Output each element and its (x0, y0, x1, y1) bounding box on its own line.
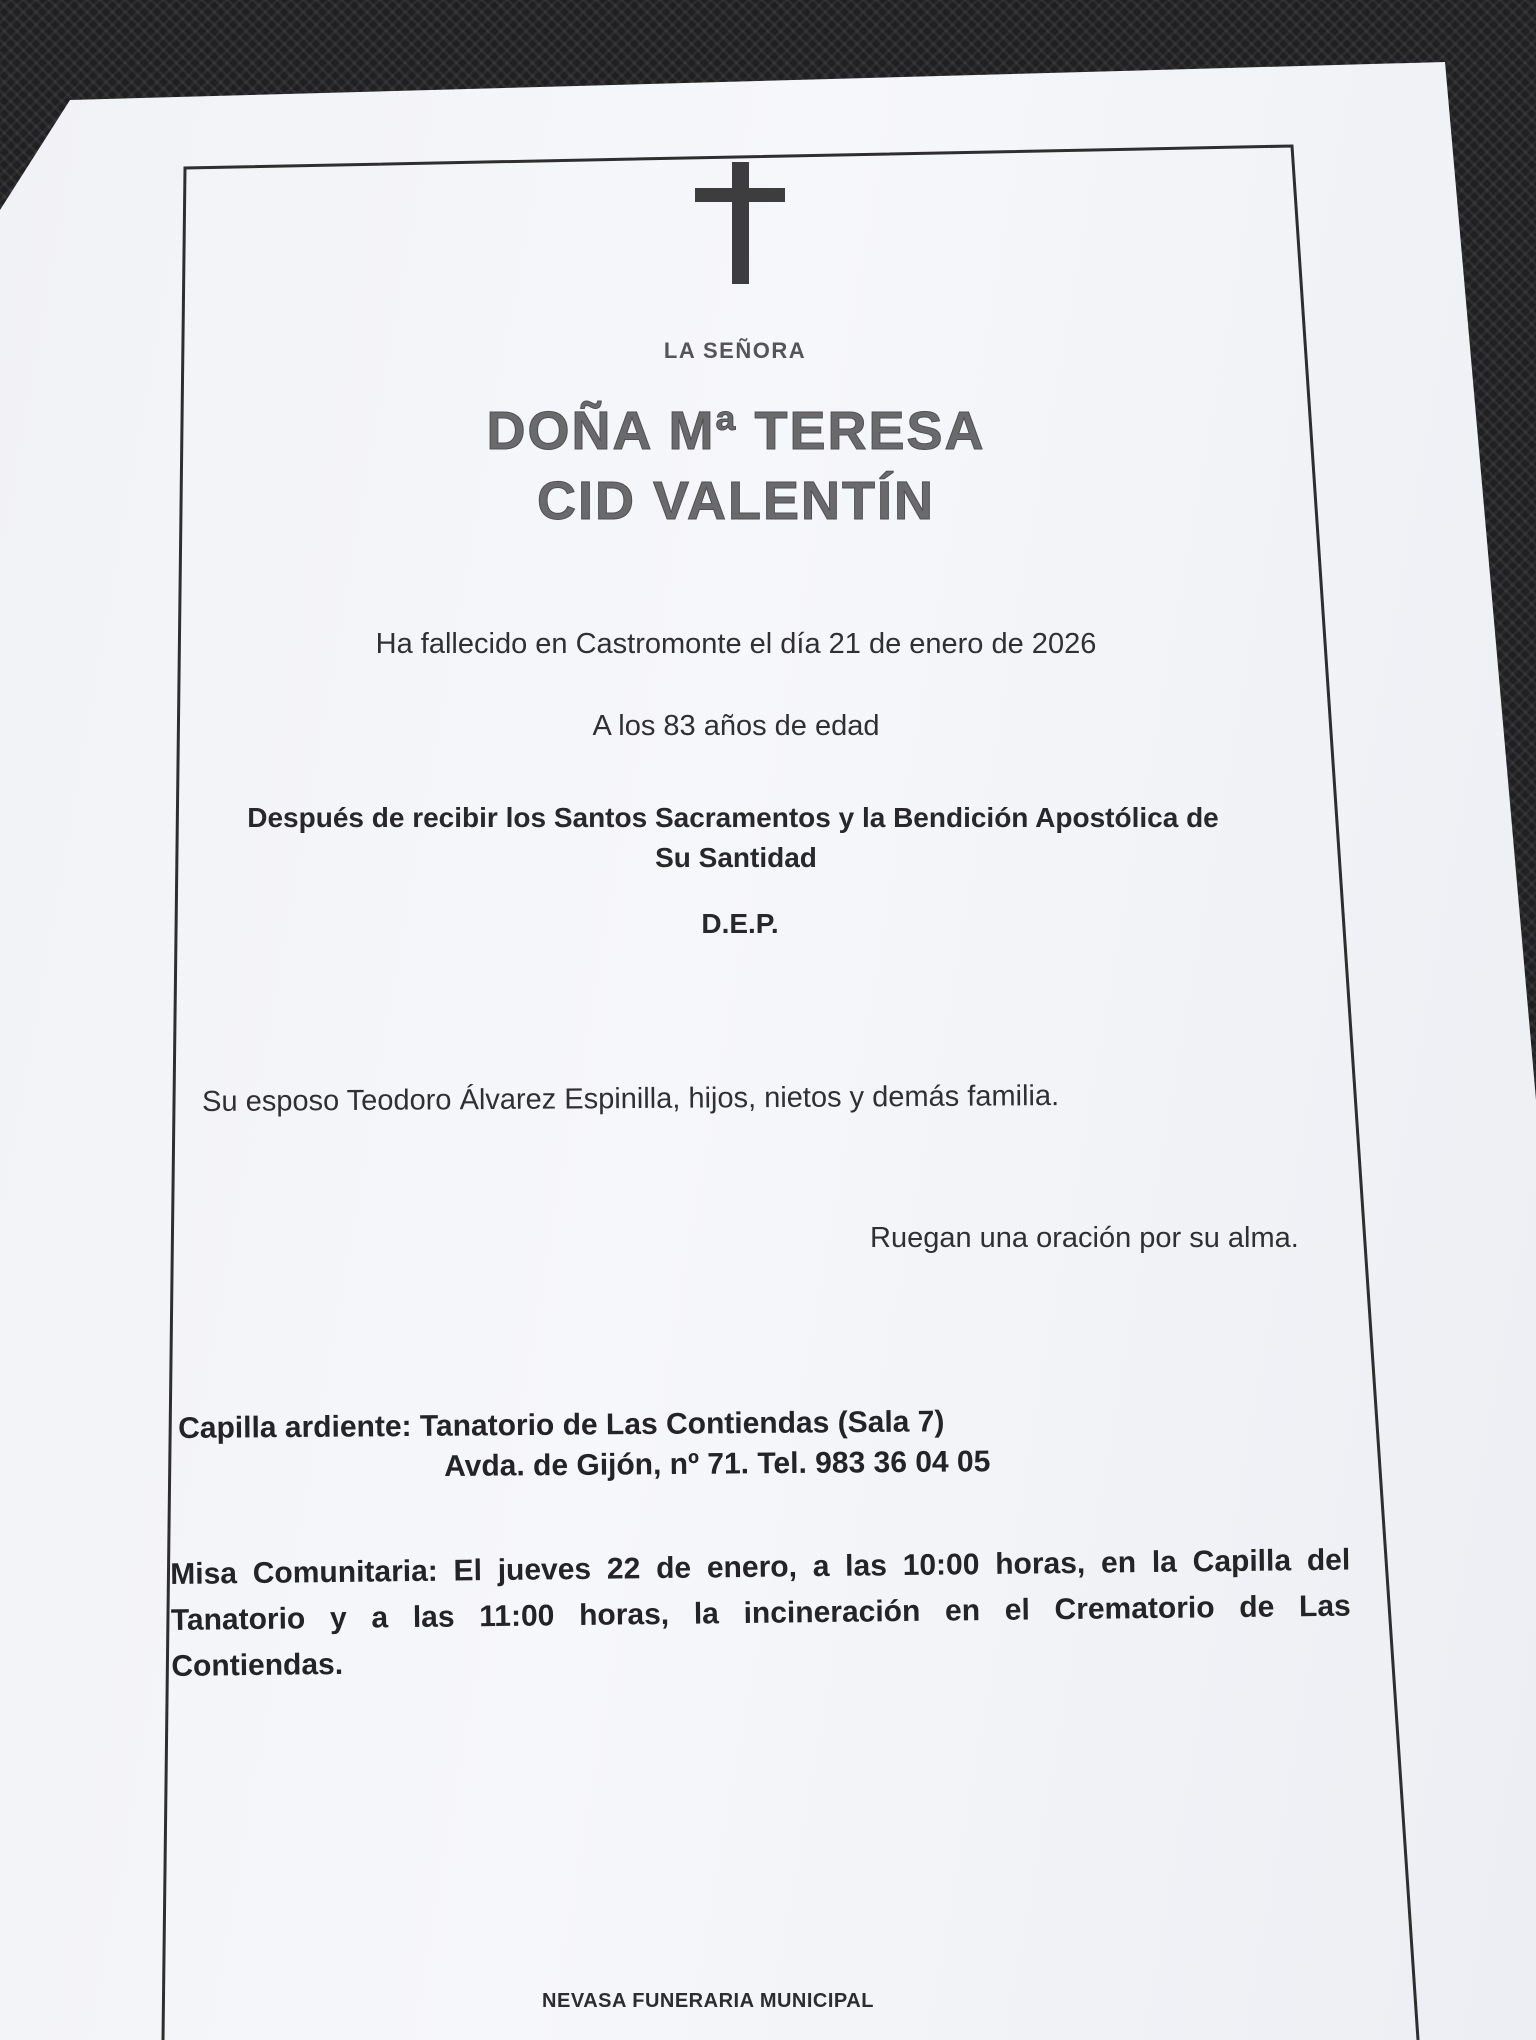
family-statement: Su esposo Teodoro Álvarez Espinilla, hijos, nietos y demás familia. (202, 1080, 1060, 1118)
sacraments-line-1: Después de recibir los Santos Sacramentos y la Bendición Apostólica de (247, 802, 1219, 833)
chapel-line-1: Capilla ardiente: Tanatorio de Las Contiendas (Sala 7) (178, 1405, 945, 1445)
mass-line-3: Contiendas. (171, 1647, 344, 1683)
lead-title: LA SEÑORA (663, 338, 807, 363)
mass-details (170, 1538, 1352, 1690)
mass-line-1: Misa Comunitaria: El jueves 22 de enero, a las 10:00 horas, en la Capilla del (170, 1543, 1351, 1591)
funeral-home-footer: NEVASA FUNERARIA MUNICIPAL (542, 1990, 874, 2012)
prayer-request: Ruegan una oración por su alma. (870, 1222, 1299, 1254)
mass-line-2: Tanatorio y a las 11:00 horas, la incineración en el Crematorio de Las (170, 1589, 1351, 1637)
chapel-line-2: Avda. de Gijón, nº 71. Tel. 983 36 04 05 (444, 1445, 991, 1483)
rip-label: D.E.P. (701, 908, 779, 939)
age-statement: A los 83 años de edad (592, 710, 880, 742)
deceased-name-line-1: DOÑA Mª TERESA (486, 401, 986, 461)
death-statement: Ha fallecido en Castromonte el día 21 de enero de 2026 (375, 628, 1097, 660)
cross-icon (680, 162, 800, 284)
deceased-name-line-2: CID VALENTÍN (537, 471, 935, 531)
sacraments-line-2: Su Santidad (655, 842, 817, 873)
